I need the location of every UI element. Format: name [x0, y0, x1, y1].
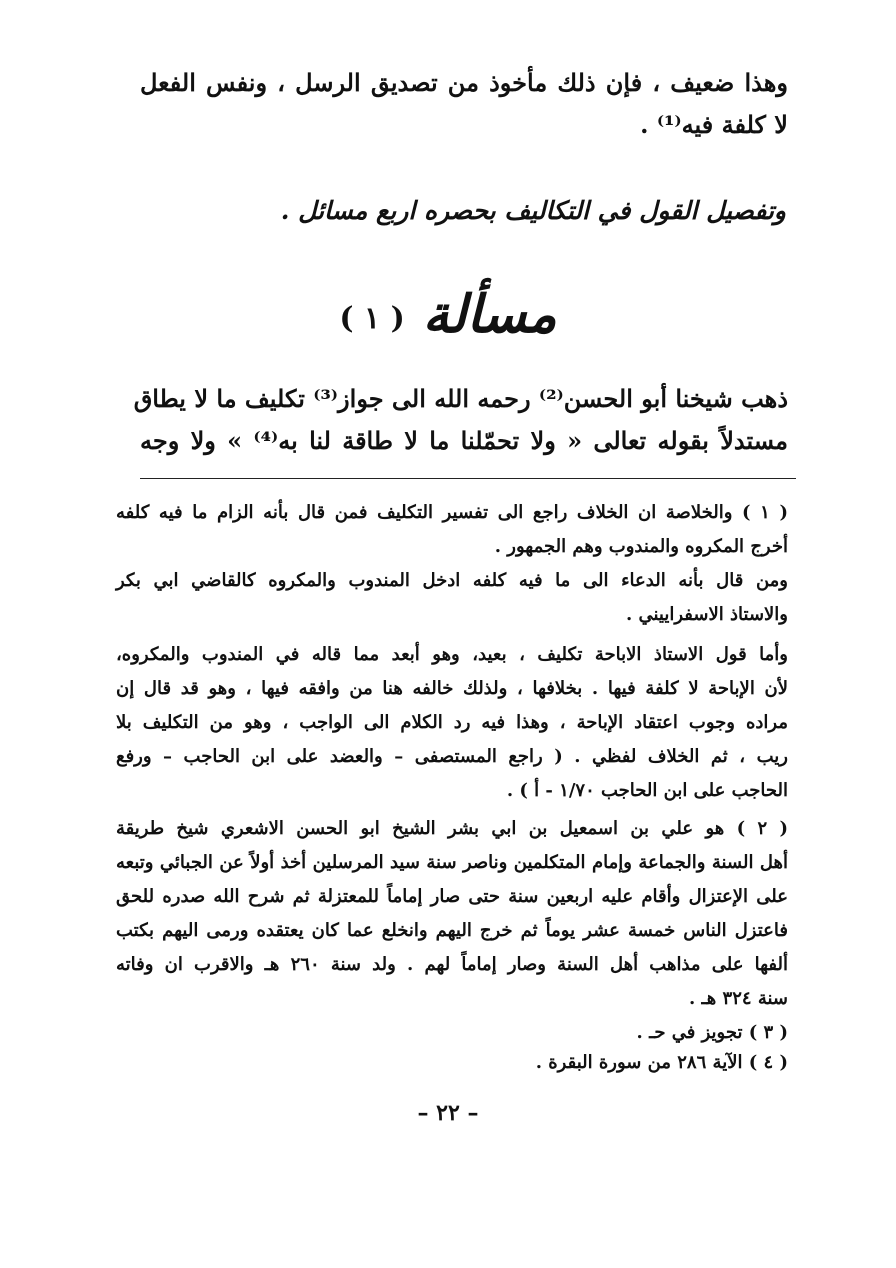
footnote-line: وأما قول الاستاذ الاباحة تكليف ، بعيد، وهو أبعد مما قاله في المندوب والمكروه، [116, 644, 788, 665]
footnote-line: على الإعتزال وأقام عليه اربعين سنة حتى صار إماماً للمعتزلة ثم شرح الله صدره للحق [116, 886, 788, 907]
section-number: ( ١ ) [339, 301, 405, 336]
section-title-word: مسألة [422, 284, 557, 345]
footnote-line: ( ٣ ) تجويز في حـ . [636, 1022, 788, 1043]
footnote-line: ومن قال بأنه الدعاء الى ما فيه كلفه ادخل المندوب والمكروه كالقاضي ابي بكر [116, 570, 788, 591]
footnote-line: ألفها على مذاهب أهل السنة وصار إماماً لهم . ولد سنة ٢٦٠ هـ والاقرب ان وفاته [116, 954, 788, 975]
footnote-line: أهل السنة والجماعة وإمام المتكلمين وناصر سنة سيد المرسلين أخذ أولاً عن الجبائي وتبعه [116, 852, 788, 873]
intro-heading: وتفصيل القول في التكاليف بحصره اربع مسائل . [280, 196, 786, 225]
footnote-line: سنة ٣٢٤ هـ . [688, 988, 788, 1009]
text-line: لا كلفة فيه⁽¹⁾ . [640, 110, 788, 139]
text-line: مستدلاً بقوله تعالى « ولا تحمّلنا ما لا طاقة لنا به⁽⁴⁾ » ولا وجه [140, 426, 788, 455]
footnote-separator [140, 478, 796, 479]
footnote-line: ( ١ ) والخلاصة ان الخلاف راجع الى تفسير التكليف فمن قال بأنه الزام ما فيه كلفه [116, 502, 788, 523]
footnote-line: والاستاذ الاسفراييني . [625, 604, 788, 625]
footnote-line: فاعتزل الناس خمسة عشر يوماً ثم خرج اليهم وانخلع عما كان يعتقده ورمى اليهم بكتب [116, 920, 788, 941]
footnote-line: لأن الإباحة لا كلفة فيها . بخلافها ، ولذلك خالفه هنا من وافقه فيها ، وهو قد قال إن [116, 678, 788, 699]
text-line: وهذا ضعيف ، فإن ذلك مأخوذ من تصديق الرسل ، ونفس الفعل [140, 68, 788, 97]
footnote-line: أخرج المكروه والمندوب وهم الجمهور . [494, 536, 788, 557]
footnote-line: مراده وجوب اعتقاد الإباحة ، وهذا فيه رد الكلام الى الواجب ، وهو من التكليف بلا [116, 712, 788, 733]
page-number: – ٢٢ – [417, 1100, 479, 1126]
footnote-line: ريب ، ثم الخلاف لفظي . ( راجع المستصفى – والعضد على ابن الحاجب – ورفع [116, 746, 788, 767]
footnote-line: الحاجب على ابن الحاجب ١/٧٠ - أ ) . [506, 780, 788, 801]
section-title [0, 284, 896, 345]
text-line: ذهب شيخنا أبو الحسن⁽²⁾ رحمه الله الى جواز⁽³⁾ تكليف ما لا يطاق [133, 384, 788, 413]
footnote-line: ( ٢ ) هو علي بن اسمعيل بن ابي بشر الشيخ ابو الحسن الاشعري شيخ طريقة [116, 818, 788, 839]
footnote-line: ( ٤ ) الآية ٢٨٦ من سورة البقرة . [535, 1052, 788, 1073]
